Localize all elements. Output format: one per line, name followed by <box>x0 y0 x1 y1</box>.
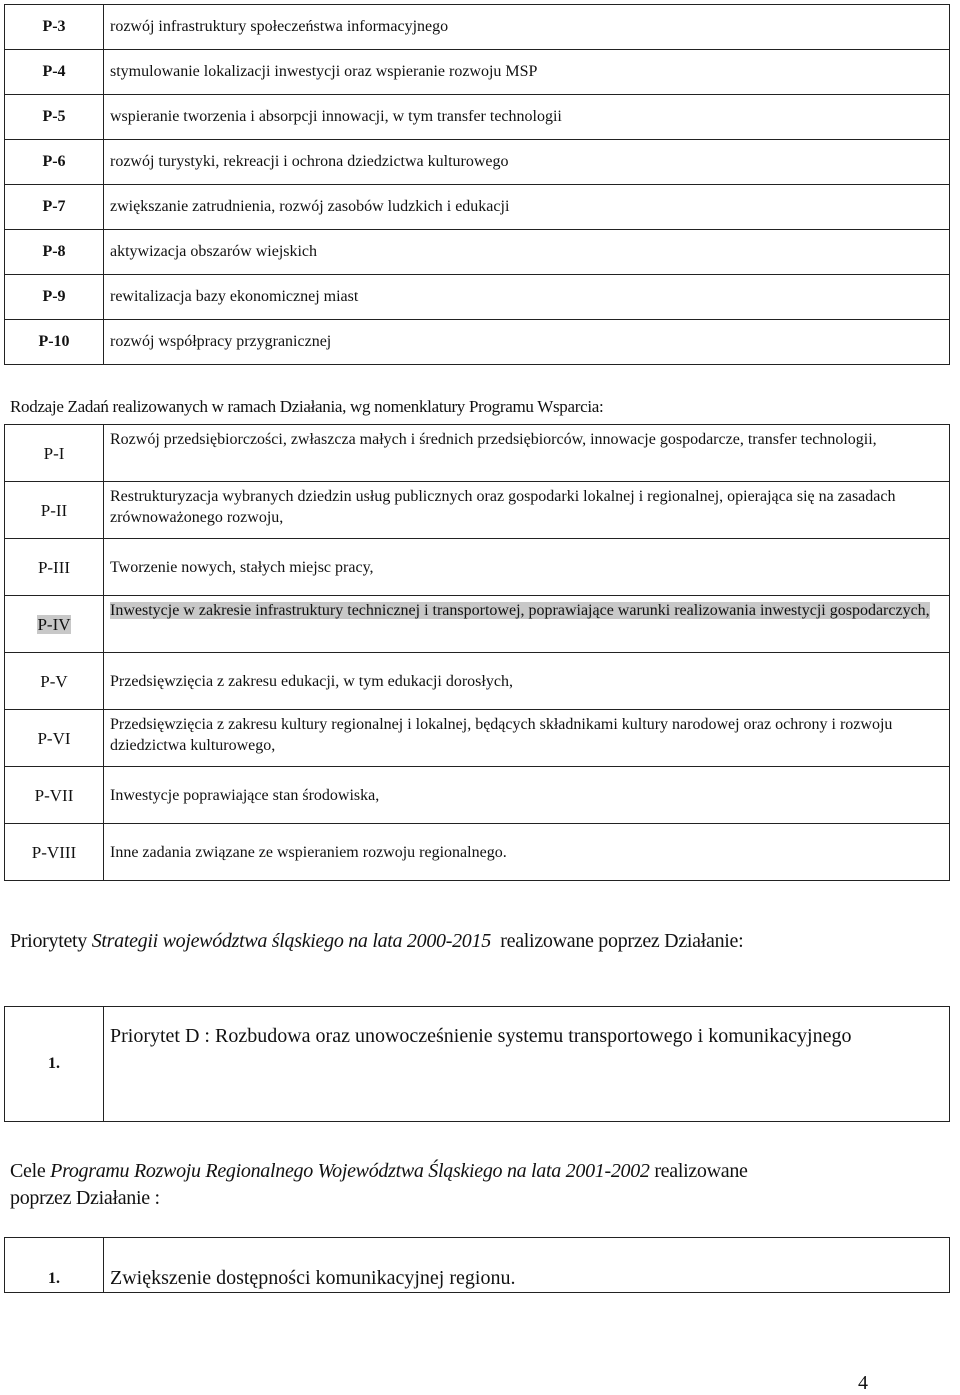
row-text: rozwój współpracy przygranicznej <box>104 320 950 365</box>
row-text: Zwiększenie dostępności komunikacyjnej regionu. <box>104 1238 950 1293</box>
row-code: P-II <box>5 482 104 539</box>
table-row <box>5 767 950 824</box>
row-text-content: Tworzenie nowych, stałych miejsc pracy, <box>110 558 374 576</box>
heading-text: realizowane poprzez Działanie: <box>490 930 744 952</box>
row-code: P-III <box>5 539 104 596</box>
row-text <box>104 653 950 710</box>
row-text-content: Inwestycje poprawiające stan środowiska, <box>110 786 380 804</box>
row-text-content: Przedsięwzięcia z zakresu edukacji, w tym edukacji dorosłych, <box>110 672 513 690</box>
row-code: P-I <box>5 425 104 482</box>
task-types-heading: Rodzaje Zadań realizowanych w ramach Działania, wg nomenklatury Programu Wsparcia: <box>10 397 604 416</box>
row-code: P-3 <box>5 5 104 50</box>
program-table <box>4 1237 950 1293</box>
table-row <box>5 653 950 710</box>
row-code: P-6 <box>5 140 104 185</box>
priorities-table <box>4 4 950 365</box>
row-code: P-VII <box>5 767 104 824</box>
row-code: P-VI <box>5 710 104 767</box>
table-row <box>5 425 950 482</box>
row-text: rozwój infrastruktury społeczeństwa informacyjnego <box>104 5 950 50</box>
table-row <box>5 95 950 140</box>
row-text: zwiększanie zatrudnienia, rozwój zasobów ludzkich i edukacji <box>104 185 950 230</box>
row-text: aktywizacja obszarów wiejskich <box>104 230 950 275</box>
row-text <box>104 539 950 596</box>
strategy-heading <box>10 928 810 955</box>
row-code: P-9 <box>5 275 104 320</box>
table-row <box>5 50 950 95</box>
row-text-content: Inne zadania związane ze wspieraniem rozwoju regionalnego. <box>110 843 507 861</box>
table-row <box>5 539 950 596</box>
table-row <box>5 5 950 50</box>
row-text: rozwój turystyki, rekreacji i ochrona dziedzictwa kulturowego <box>104 140 950 185</box>
row-text: Przedsięwzięcia z zakresu kultury regionalnej i lokalnej, będących składnikami kultury narodowej oraz ochrony i rozwoju dziedzictwa kulturowego, <box>104 710 950 767</box>
table-row <box>5 320 950 365</box>
row-text: stymulowanie lokalizacji inwestycji oraz wspieranie rozwoju MSP <box>104 50 950 95</box>
row-code: 1. <box>5 1007 104 1122</box>
task-types-table <box>4 424 950 881</box>
table-row <box>5 596 950 653</box>
table-row <box>5 230 950 275</box>
row-text: wspieranie tworzenia i absorpcji innowacji, w tym transfer technologii <box>104 95 950 140</box>
program-title: Programu Rozwoju Regionalnego Województwa Śląskiego na lata 2001-2002 <box>50 1160 650 1182</box>
strategy-title: Strategii województwa śląskiego na lata 2000-2015 <box>91 930 491 952</box>
row-text <box>104 767 950 824</box>
highlighted-text: Inwestycje w zakresie infrastruktury technicznej i transportowej, poprawiające warunki realizowania inwestycji gospodarczych, <box>110 602 930 619</box>
row-code: P-VIII <box>5 824 104 881</box>
table-row <box>5 140 950 185</box>
row-code: P-8 <box>5 230 104 275</box>
row-code: P-10 <box>5 320 104 365</box>
row-text: rewitalizacja bazy ekonomicznej miast <box>104 275 950 320</box>
row-code: 1. <box>5 1238 104 1293</box>
row-code: P-V <box>5 653 104 710</box>
heading-text: realizowane poprzez Działanie : <box>10 1160 748 1209</box>
table-row <box>5 710 950 767</box>
row-text: Restrukturyzacja wybranych dziedzin usług publicznych oraz gospodarki lokalnej i regionalnej, opierająca się na zasadach zrównoważonego rozwoju, <box>104 482 950 539</box>
table-row <box>5 824 950 881</box>
row-code: P-4 <box>5 50 104 95</box>
row-text: Rozwój przedsiębiorczości, zwłaszcza małych i średnich przedsiębiorców, innowacje gospodarcze, transfer technologii, <box>104 425 950 482</box>
heading-text: Cele <box>10 1160 51 1182</box>
table-row <box>5 1007 950 1122</box>
table-row <box>5 1238 950 1293</box>
row-text <box>104 596 950 653</box>
heading-text: Priorytety <box>10 930 92 952</box>
strategy-table <box>4 1006 950 1122</box>
table-row <box>5 275 950 320</box>
row-code: P-7 <box>5 185 104 230</box>
page-number: 4 <box>858 1372 868 1394</box>
program-heading <box>10 1158 810 1212</box>
table-row <box>5 482 950 539</box>
table-row <box>5 185 950 230</box>
row-text: Priorytet D : Rozbudowa oraz unowocześnienie systemu transportowego i komunikacyjnego <box>104 1007 950 1122</box>
row-code <box>5 596 104 653</box>
row-text <box>104 824 950 881</box>
highlighted-code: P-IV <box>37 614 71 634</box>
row-code: P-5 <box>5 95 104 140</box>
